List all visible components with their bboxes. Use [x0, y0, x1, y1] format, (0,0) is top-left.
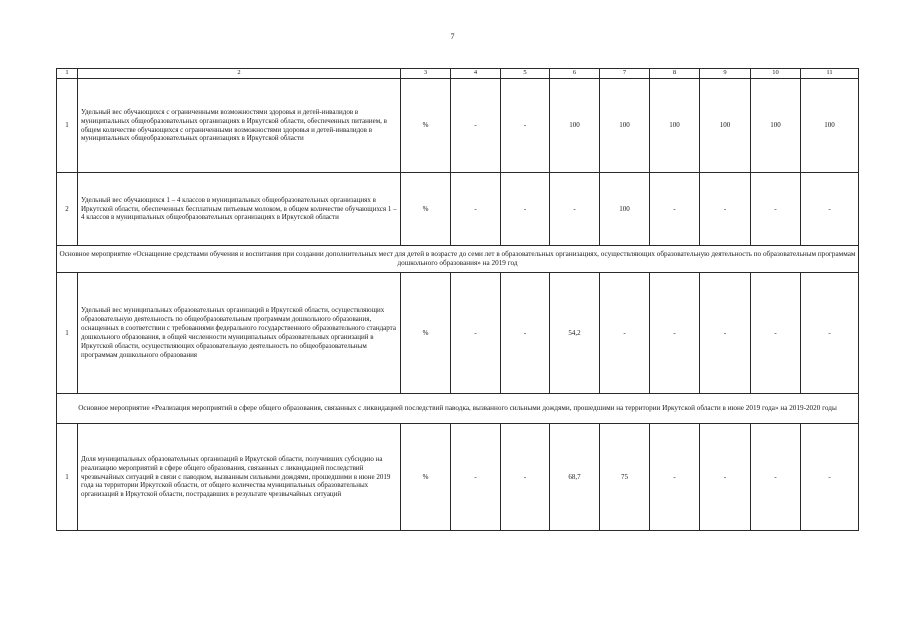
value-cell: 54,2	[550, 273, 600, 394]
header-cell: 7	[600, 69, 650, 79]
unit-cell: %	[401, 273, 451, 394]
header-cell: 9	[700, 69, 751, 79]
section-title: Основное мероприятие «Оснащение средствами обучения и воспитания при создании дополнительных мест для детей в возрасте до семи лет в образовательных организациях, осуществляющих образовательную деятельность по образовательным программам дошкольного образования» на 2019 год	[57, 246, 859, 273]
value-cell: 100	[600, 79, 650, 173]
value-cell: 100	[600, 173, 650, 246]
header-cell: 1	[57, 69, 78, 79]
section-row	[57, 246, 859, 273]
indicator-description: Удельный вес муниципальных образовательных организаций в Иркутской области, осуществляющих образовательную деятельность по общеобразовательным программам дошкольного образования, оснащенных в соответствии с требованиями федерального государственного образовательного стандарта дошкольного образования, в общей численности муниципальных образовательных организаций в Иркутской области, осуществляющих образовательную деятельность по общеобразовательным программам дошкольного образования	[78, 273, 401, 394]
indicator-description: Удельный вес обучающихся 1 – 4 классов в муниципальных общеобразовательных организациях в Иркутской области, обеспеченных бесплатным питьевым молоком, в общем количестве обучающихся 1 – 4 классов в муниципальных общеобразовательных организациях в Иркутской области	[78, 173, 401, 246]
header-cell: 2	[78, 69, 401, 79]
row-number: 1	[57, 79, 78, 173]
value-cell: -	[801, 273, 859, 394]
table-row	[57, 173, 859, 246]
page-number: 7	[450, 32, 455, 41]
unit-cell: %	[401, 424, 451, 531]
indicator-description: Доля муниципальных образовательных организаций в Иркутской области, получивших субсидию на реализацию мероприятий в сфере общего образования, связанных с ликвидацией последствий чрезвычайных ситуаций в связи с паводком, вызванным сильными дождями, прошедшими в июне 2019 года на территории Иркутской области, от общего количества муниципальных образовательных организаций в Иркутской области, пострадавших в результате чрезвычайных ситуаций	[78, 424, 401, 531]
row-number: 2	[57, 173, 78, 246]
value-cell: -	[700, 273, 751, 394]
value-cell: -	[501, 424, 550, 531]
value-cell: -	[451, 173, 501, 246]
value-cell: -	[600, 273, 650, 394]
value-cell: -	[751, 173, 801, 246]
value-cell: 68,7	[550, 424, 600, 531]
section-row	[57, 394, 859, 424]
value-cell: 75	[600, 424, 650, 531]
value-cell: -	[650, 424, 700, 531]
value-cell: -	[501, 173, 550, 246]
header-cell: 10	[751, 69, 801, 79]
header-cell: 11	[801, 69, 859, 79]
value-cell: -	[751, 273, 801, 394]
value-cell: -	[501, 273, 550, 394]
value-cell: -	[650, 273, 700, 394]
value-cell: -	[650, 173, 700, 246]
value-cell: -	[700, 424, 751, 531]
table-row	[57, 424, 859, 531]
value-cell: -	[550, 173, 600, 246]
value-cell: -	[451, 79, 501, 173]
value-cell: -	[451, 424, 501, 531]
table-row	[57, 79, 859, 173]
header-cell: 8	[650, 69, 700, 79]
header-cell: 4	[451, 69, 501, 79]
value-cell: 100	[751, 79, 801, 173]
unit-cell: %	[401, 79, 451, 173]
header-cell: 5	[501, 69, 550, 79]
value-cell: -	[501, 79, 550, 173]
value-cell: -	[451, 273, 501, 394]
section-title: Основное мероприятие «Реализация мероприятий в сфере общего образования, связанных с ликвидацией последствий паводка, вызванного сильными дождями, прошедшими на территории Иркутской области в июне 2019 года» на 2019-2020 годы	[57, 394, 859, 424]
value-cell: 100	[700, 79, 751, 173]
indicator-description: Удельный вес обучающихся с ограниченными возможностями здоровья и детей-инвалидов в муниципальных общеобразовательных организациях в Иркутской области, обеспеченных питанием, в общем количестве обучающихся с ограниченными возможностями здоровья и детей-инвалидов в муниципальных общеобразовательных организациях в Иркутской области	[78, 79, 401, 173]
table-row	[57, 273, 859, 394]
table-header-row	[57, 69, 859, 79]
header-cell: 3	[401, 69, 451, 79]
indicators-table	[56, 68, 859, 531]
value-cell: 100	[650, 79, 700, 173]
row-number: 1	[57, 424, 78, 531]
value-cell: 100	[801, 79, 859, 173]
header-cell: 6	[550, 69, 600, 79]
value-cell: -	[700, 173, 751, 246]
row-number: 1	[57, 273, 78, 394]
unit-cell: %	[401, 173, 451, 246]
value-cell: -	[801, 173, 859, 246]
value-cell: -	[801, 424, 859, 531]
value-cell: -	[751, 424, 801, 531]
value-cell: 100	[550, 79, 600, 173]
